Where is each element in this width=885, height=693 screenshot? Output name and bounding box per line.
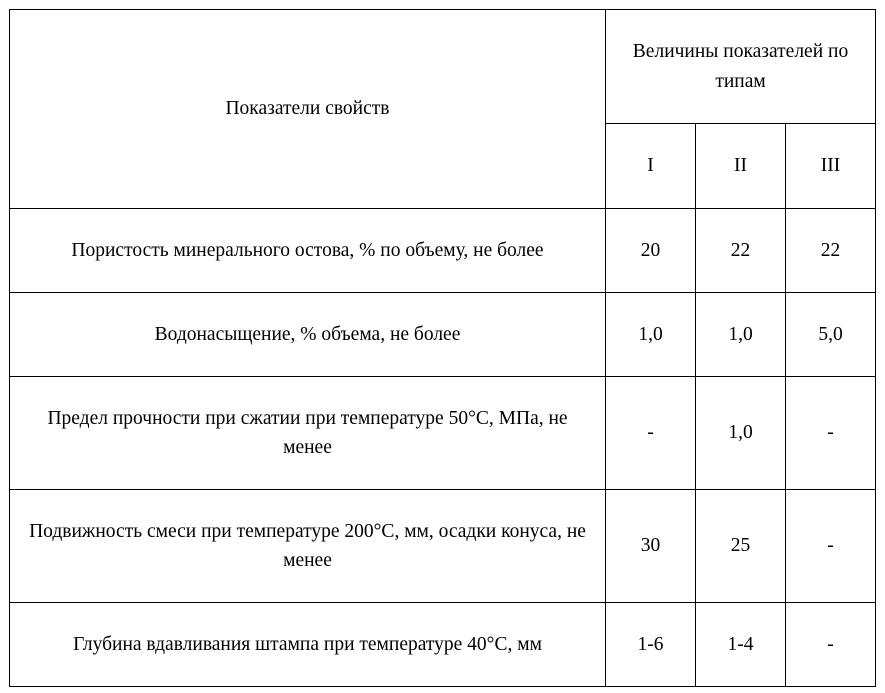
row-value-type-3: -: [786, 490, 876, 603]
row-parameter: Пористость минерального остова, % по объему, не более: [10, 209, 606, 293]
table-row: [10, 377, 876, 490]
row-value-type-3: -: [786, 603, 876, 687]
header-parameter: Показатели свойств: [10, 10, 606, 209]
table-row: [10, 209, 876, 293]
header-values-group: Величины показателей по типам: [606, 10, 876, 124]
row-value-type-3: 5,0: [786, 293, 876, 377]
properties-table: [9, 9, 876, 687]
header-type-1: I: [606, 124, 696, 209]
row-value-type-1: 30: [606, 490, 696, 603]
row-parameter: Глубина вдавливания штампа при температуре 40°С, мм: [10, 603, 606, 687]
table-row: [10, 293, 876, 377]
table-row: [10, 603, 876, 687]
row-value-type-1: 1-6: [606, 603, 696, 687]
header-type-3: III: [786, 124, 876, 209]
row-value-type-1: 20: [606, 209, 696, 293]
row-parameter: Предел прочности при сжатии при температуре 50°С, МПа, не менее: [10, 377, 606, 490]
row-parameter: Подвижность смеси при температуре 200°С, мм, осадки конуса, не менее: [10, 490, 606, 603]
row-value-type-3: 22: [786, 209, 876, 293]
row-value-type-1: 1,0: [606, 293, 696, 377]
row-parameter: Водонасыщение, % объема, не более: [10, 293, 606, 377]
row-value-type-2: 22: [696, 209, 786, 293]
row-value-type-2: 1-4: [696, 603, 786, 687]
row-value-type-2: 1,0: [696, 293, 786, 377]
header-row-top: [10, 10, 876, 124]
row-value-type-3: -: [786, 377, 876, 490]
table-row: [10, 490, 876, 603]
row-value-type-1: -: [606, 377, 696, 490]
row-value-type-2: 25: [696, 490, 786, 603]
row-value-type-2: 1,0: [696, 377, 786, 490]
header-type-2: II: [696, 124, 786, 209]
